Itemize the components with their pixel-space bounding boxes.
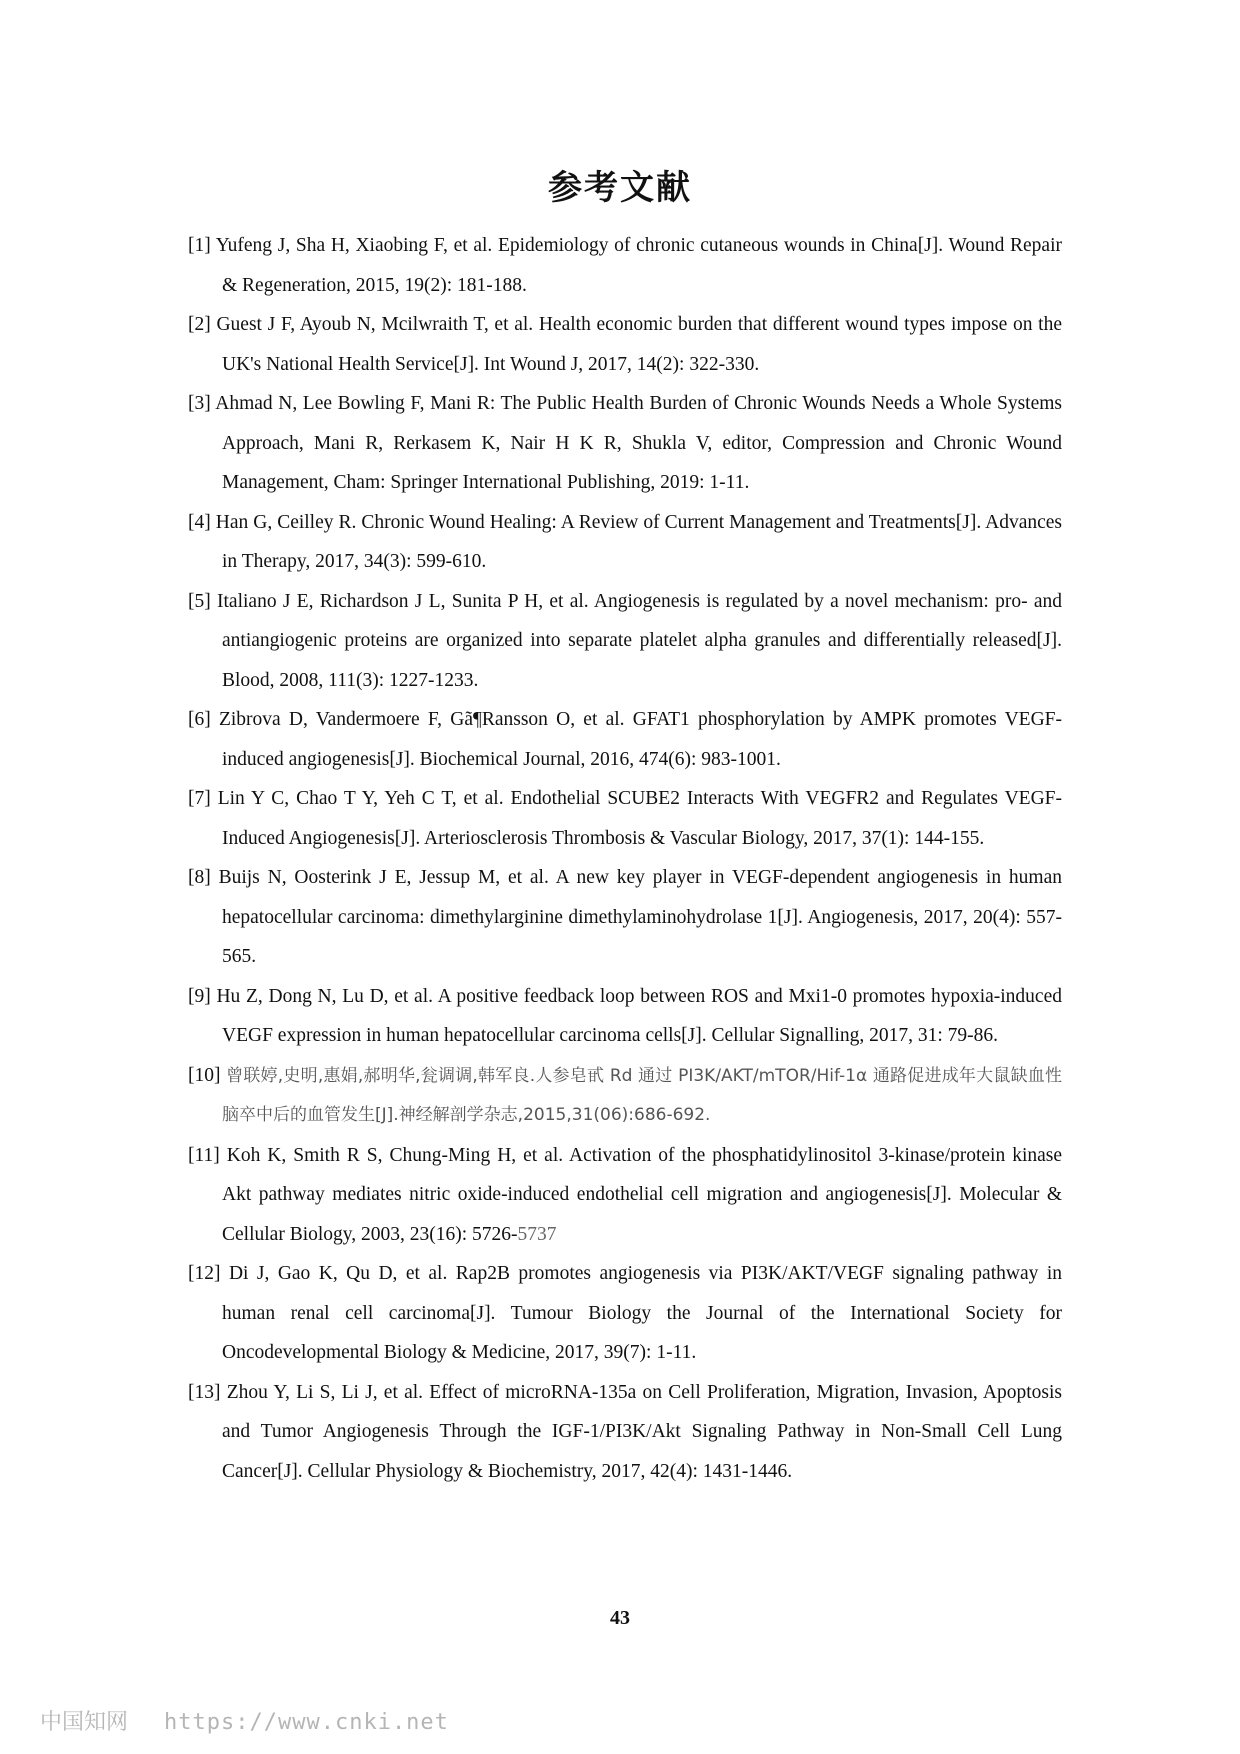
reference-item [188,1254,1062,1373]
reference-text: Yufeng J, Sha H, Xiaobing F, et al. Epidemiology of chronic cutaneous wounds in China[J]. Wound Repair & Regeneration, 2015, 19(2): 181-188. [215,235,1062,296]
watermark-site: 中国知网 [40,1710,129,1735]
reference-text: 曾联婷,史明,惠娟,郝明华,瓮调调,韩军良.人参皂甙 Rd 通过 PI3K/AKT/mTOR/Hif-1α 通路促进成年大鼠缺血性脑卒中后的血管发生[J].神经解剖学杂志,2015,31(06):686-692. [222,1065,1062,1125]
reference-text: Ahmad N, Lee Bowling F, Mani R: The Public Health Burden of Chronic Wounds Needs a Whole Systems Approach, Mani R, Rerkasem K, Nair H K R, Shukla V, editor, Compression and Chronic Wound Management, Cham: Springer International Publishing, 2019: 1-11. [215,393,1062,493]
reference-item [188,384,1062,503]
reference-item [188,1373,1062,1492]
watermark [40,1705,449,1736]
reference-text-tail: 5737 [517,1223,557,1245]
reference-text: Zibrova D, Vandermoere F, Gã¶Ransson O, et al. GFAT1 phosphorylation by AMPK promotes VEGF-induced angiogenesis[J]. Biochemical Journal, 2016, 474(6): 983-1001. [218,709,1062,770]
reference-number: [12] [188,1263,221,1284]
reference-number: [4] [188,511,211,533]
reference-text: Han G, Ceilley R. Chronic Wound Healing: A Review of Current Management and Treatments[J]. Advances in Therapy, 2017, 34(3): 599-610. [215,511,1063,572]
reference-number: [2] [188,314,211,335]
reference-number: [3] [188,393,211,414]
page-title: 参考文献 [548,168,692,208]
reference-text: Buijs N, Oosterink J E, Jessup M, et al. A new key player in VEGF-dependent angiogenesis in human hepatocellular carcinoma: dimethylarginine dimethylaminohydrolase 1[J]. Angiogenesis, 2017, 20(4): 557-565. [218,867,1063,967]
reference-number: [13] [188,1381,221,1403]
reference-number: [6] [188,709,211,730]
reference-item [188,1056,1062,1136]
reference-item [188,977,1062,1056]
reference-item [188,226,1062,305]
reference-item [188,700,1062,779]
reference-text: Guest J F, Ayoub N, Mcilwraith T, et al. Health economic burden that different wound types impose on the UK's National Health Service[J]. Int Wound J, 2017, 14(2): 322-330. [216,314,1062,375]
reference-number: [9] [188,985,211,1007]
reference-item [188,1136,1062,1255]
reference-number: [8] [188,867,211,888]
reference-text: Lin Y C, Chao T Y, Yeh C T, et al. Endothelial SCUBE2 Interacts With VEGFR2 and Regulates VEGF-Induced Angiogenesis[J]. Arteriosclerosis Thrombosis & Vascular Biology, 2017, 37(1): 144-155. [217,788,1062,849]
page-number: 43 [610,1607,630,1629]
reference-item [188,779,1062,858]
reference-item [188,305,1062,384]
reference-item [188,858,1062,977]
reference-number: [7] [188,788,211,809]
reference-item [188,582,1062,701]
reference-number: [1] [188,235,211,256]
reference-item [188,503,1062,582]
reference-number: [5] [188,590,211,612]
reference-text: Hu Z, Dong N, Lu D, et al. A positive feedback loop between ROS and Mxi1-0 promotes hypoxia-induced VEGF expression in human hepatocellular carcinoma cells[J]. Cellular Signalling, 2017, 31: 79-86. [216,985,1062,1046]
reference-text: Zhou Y, Li S, Li J, et al. Effect of microRNA-135a on Cell Proliferation, Migration, Invasion, Apoptosis and Tumor Angiogenesis Through the IGF-1/PI3K/Akt Signaling Pathway in Non-Small Cell Lung Cancer[J]. Cellular Physiology & Biochemistry, 2017, 42(4): 1431-1446. [222,1381,1062,1482]
reference-list [188,226,1062,1491]
reference-number: [11] [188,1144,220,1166]
watermark-url: https://www.cnki.net [164,1710,449,1735]
reference-number: [10] [188,1064,221,1086]
reference-text: Di J, Gao K, Qu D, et al. Rap2B promotes angiogenesis via PI3K/AKT/VEGF signaling pathway in human renal cell carcinoma[J]. Tumour Biology the Journal of the International Society for Oncodevelopmental Biology & Medicine, 2017, 39(7): 1-11. [222,1263,1062,1363]
reference-text: Italiano J E, Richardson J L, Sunita P H, et al. Angiogenesis is regulated by a novel mechanism: pro- and antiangiogenic proteins are organized into separate platelet alpha granules and differentially released[J]. Blood, 2008, 111(3): 1227-1233. [217,590,1062,691]
reference-text: Koh K, Smith R S, Chung-Ming H, et al. Activation of the phosphatidylinositol 3-kinase/protein kinase Akt pathway mediates nitric oxide-induced endothelial cell migration and angiogenesis[J]. Molecular & Cellular Biology, 2003, 23(16): 5726- [222,1144,1063,1245]
